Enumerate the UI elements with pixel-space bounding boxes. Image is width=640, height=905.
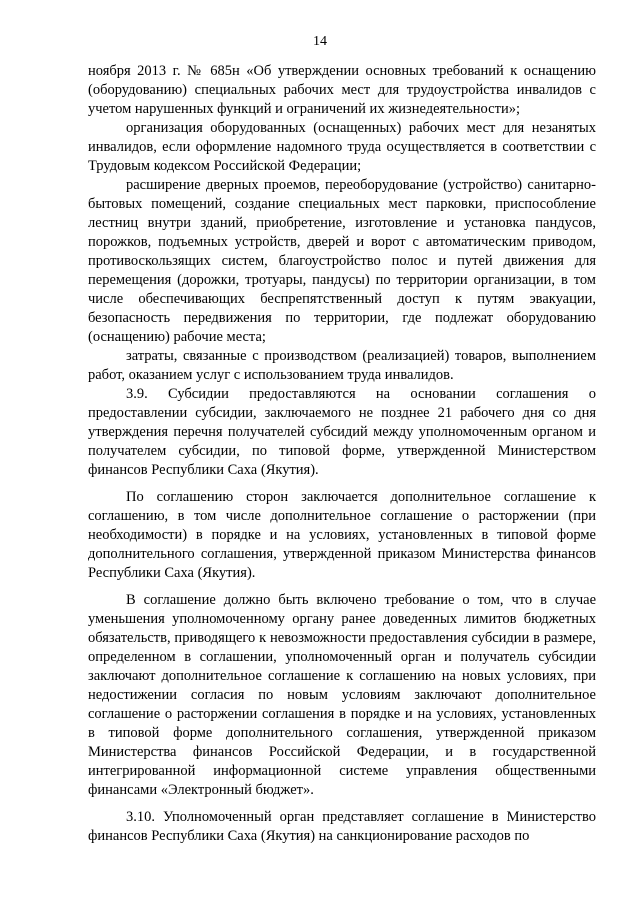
paragraph-production-costs: затраты, связанные с производством (реализацией) товаров, выполнением работ, оказанием услуг с использованием труда инвалидов. bbox=[88, 348, 596, 383]
page-number: 14 bbox=[313, 34, 327, 49]
paragraph-section-3-9: 3.9. Субсидии предоставляются на основании соглашения о предоставлении субсидии, заключаемого не позднее 21 рабочего дня со дня утверждения перечня получателей субсидий между уполномоченным органом и получателем субсидии, по типовой форме, утвержденной Министерством финансов Республики Саха (Якутия). bbox=[88, 386, 596, 478]
paragraph-order-reference: ноября 2013 г. № 685н «Об утверждении основных требований к оснащению (оборудованию) специальных рабочих мест для трудоустройства инвалидов с учетом нарушенных функций и ограничений их жизнедеятельности»; bbox=[88, 63, 596, 117]
document-body bbox=[88, 62, 596, 846]
paragraph-workplace-organization: организация оборудованных (оснащенных) рабочих мест для незанятых инвалидов, если оформление надомного труда осуществляется в соответствии с Трудовым кодексом Российской Федерации; bbox=[88, 120, 596, 174]
paragraph-additional-agreement: По соглашению сторон заключается дополнительное соглашение к соглашению, в том числе дополнительное соглашение о расторжении (при необходимости) в порядке и на условиях, установленных в типовой форме дополнительного соглашения, утвержденной приказом Министерства финансов Республики Саха (Якутия). bbox=[88, 489, 596, 581]
paragraph-budget-limits-requirement: В соглашение должно быть включено требование о том, что в случае уменьшения уполномоченному органу ранее доведенных лимитов бюджетных обязательств, приводящего к невозможности предоставления субсидии в размере, определенном в соглашении, уполномоченный орган и получатель субсидии заключают дополнительное соглашение к соглашению на новых условиях, при недостижении согласия по новым условиям заключают дополнительное соглашение о расторжении соглашения в порядке и на условиях, установленных в типовой форме дополнительного соглашения, утвержденной приказом Министерства финансов Российской Федерации, и в государственной интегрированной информационной системе управления общественными финансами «Электронный бюджет». bbox=[88, 592, 596, 798]
paragraph-accessibility-works: расширение дверных проемов, переоборудование (устройство) санитарно-бытовых помещений, создание специальных мест парковки, приспособление лестниц внутри зданий, приобретение, изготовление и установка пандусов, порожков, подъемных устройств, дверей и ворот с автоматическим приводом, противоскользящих систем, благоустройство полос и путей движения для перемещения (дорожки, тротуары, пандусы) по территории организации, в том числе обеспечивающих беспрепятственный доступ к путям эвакуации, безопасность передвижения по территории, где подлежат оборудованию (оснащению) рабочие места; bbox=[88, 177, 596, 345]
paragraph-section-3-10: 3.10. Уполномоченный орган представляет соглашение в Министерство финансов Республики Саха (Якутия) на санкционирование расходов по bbox=[88, 809, 596, 844]
